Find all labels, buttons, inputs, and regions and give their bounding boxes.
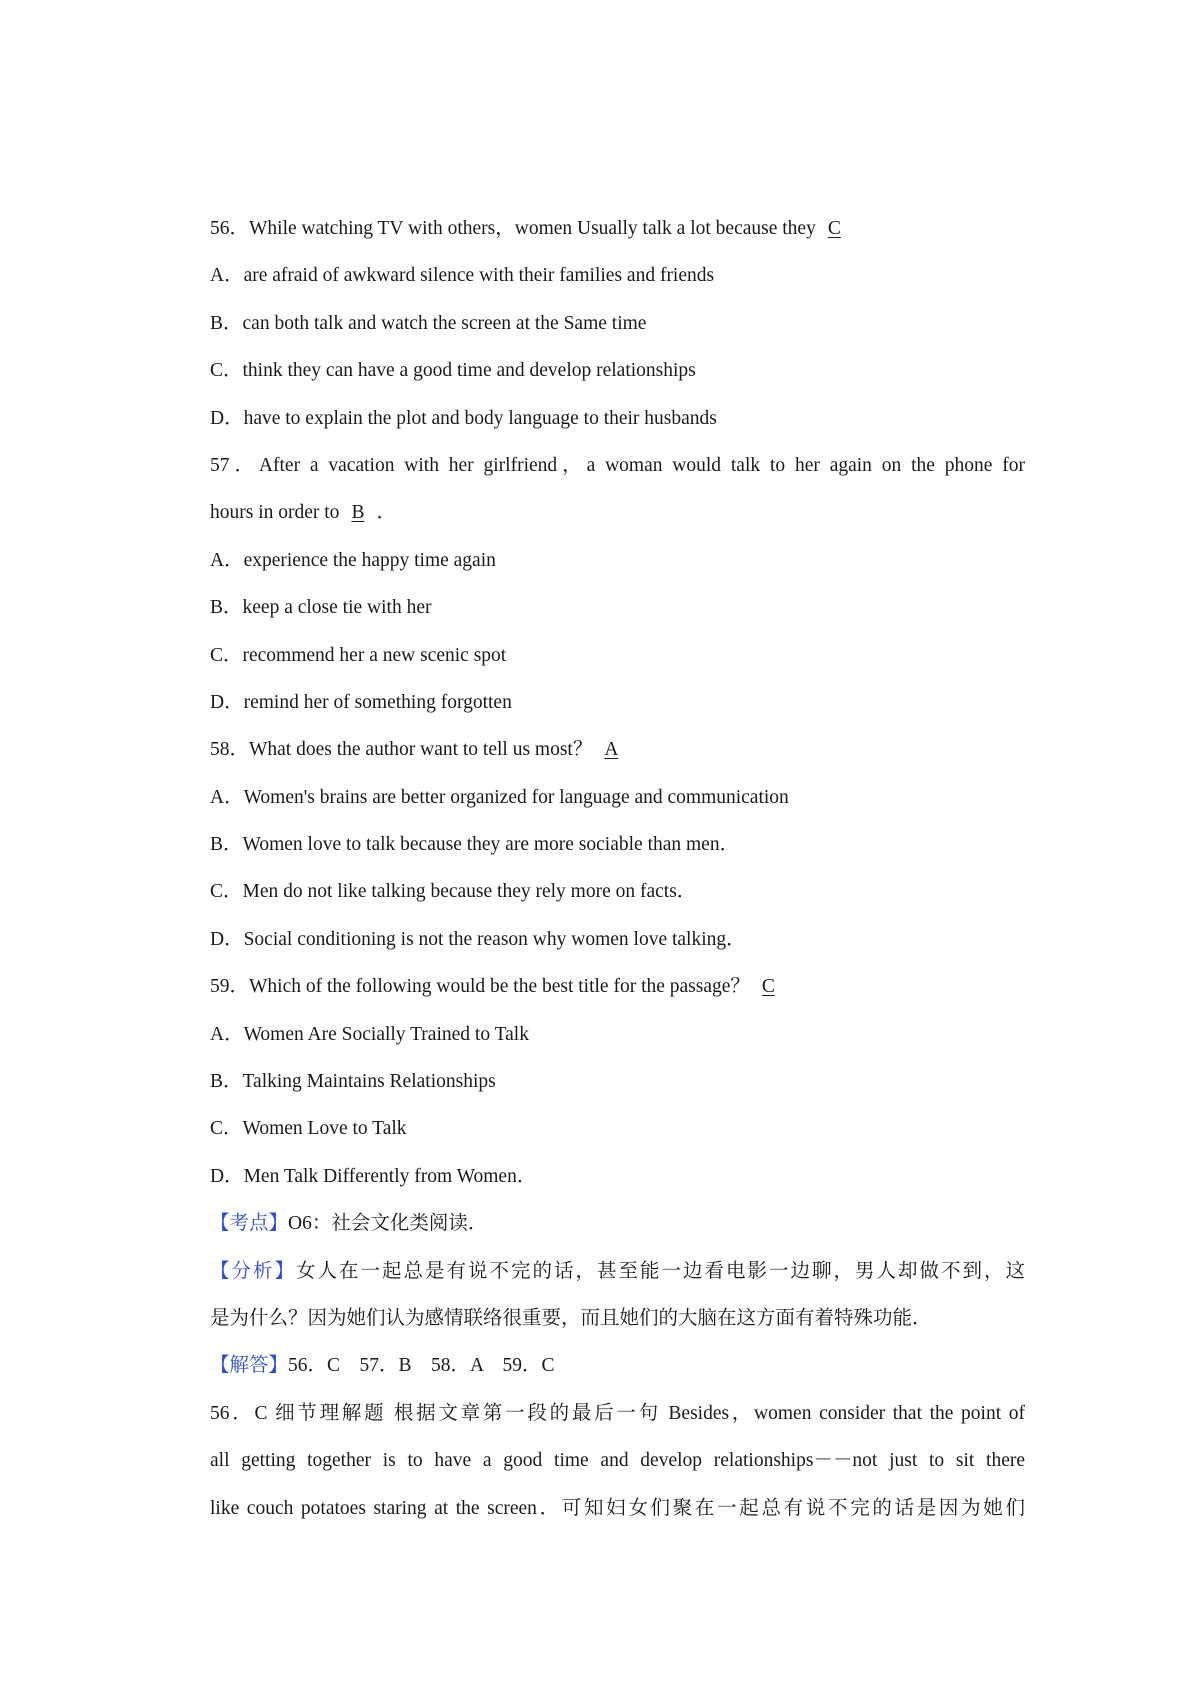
question-58-stem	[210, 737, 1025, 784]
question-56-answer: C	[827, 218, 841, 239]
question-59-answer: C	[761, 976, 775, 998]
question-57-option-a: A．experience the happy time again	[210, 549, 496, 571]
question-59-option-c: C．Women Love to Talk	[210, 1118, 407, 1140]
question-56-option-c: C．think they can have a good time and develop relationships	[210, 360, 696, 382]
question-57-stem-line2	[210, 500, 1025, 547]
question-57-option-b: B．keep a close tie with her	[210, 597, 432, 619]
question-57-period: ．	[376, 502, 396, 524]
fenxi-text-line1: 女人在一起总是有说不完的话，甚至能一边看电影一边聊，男人却做不到，这	[296, 1260, 1025, 1282]
question-57-text: hours in order to	[210, 502, 340, 524]
explanation-line3: like couch potatoes staring at the screen．可知妇女们聚在一起总有说不完的话是因为她们	[210, 1497, 1025, 1519]
question-59-option-a: A．Women Are Socially Trained to Talk	[210, 1023, 529, 1045]
question-59-stem	[210, 974, 1025, 1021]
question-56-text: 56．While watching TV with others，women Usually talk a lot because they	[210, 218, 816, 239]
jieda-tag: 【解答】	[210, 1355, 289, 1377]
question-59-option-b: B．Talking Maintains Relationships	[210, 1071, 496, 1093]
question-58-answer: A	[604, 739, 619, 761]
question-56-stem	[210, 216, 1025, 263]
fenxi-text-line2: 是为什么？因为她们认为感情联络很重要，而且她们的大脑在这方面有着特殊功能．	[210, 1307, 932, 1329]
question-58-option-a: A．Women's brains are better organized for language and communication	[210, 786, 789, 808]
question-56-option-d: D．have to explain the plot and body language to their husbands	[210, 407, 717, 429]
question-58-option-d: D．Social conditioning is not the reason why women love talking．	[210, 928, 746, 950]
fenxi-tag: 【分析】	[210, 1260, 296, 1282]
fenxi-section-line1	[210, 1259, 1025, 1306]
question-57-option-d: D．remind her of something forgotten	[210, 691, 512, 713]
kaodian-tag: 【考点】	[210, 1213, 289, 1235]
question-58-option-b: B．Women love to talk because they are more sociable than men．	[210, 834, 740, 856]
kaodian-text: O6：社会文化类阅读．	[288, 1213, 488, 1235]
question-58-option-c: C．Men do not like talking because they rely more on facts．	[210, 881, 697, 903]
question-58-text: 58．What does the author want to tell us most？	[210, 739, 593, 761]
question-57-stem-line1: 57．After a vacation with her girlfriend，a woman would talk to her again on the phone for	[210, 454, 1025, 476]
jieda-section	[210, 1353, 1025, 1400]
question-57-option-c: C．recommend her a new scenic spot	[210, 644, 507, 666]
document-page	[210, 216, 1025, 1543]
question-59-option-d: D．Men Talk Differently from Women．	[210, 1165, 537, 1187]
question-59-text: 59．Which of the following would be the best title for the passage？	[210, 976, 750, 998]
explanation-line1: 56．C 细节理解题 根据文章第一段的最后一句 Besides，women consider that the point of	[210, 1402, 1025, 1424]
question-56-option-b: B．can both talk and watch the screen at the Same time	[210, 312, 647, 334]
kaodian-section	[210, 1211, 1025, 1258]
question-57-answer: B	[351, 502, 365, 524]
question-56-option-a: A．are afraid of awkward silence with their families and friends	[210, 265, 715, 287]
jieda-text: 56．C 57．B 58．A 59．C	[288, 1355, 555, 1377]
explanation-line2: all getting together is to have a good time and develop relationships－－not just to sit there	[210, 1450, 1025, 1472]
